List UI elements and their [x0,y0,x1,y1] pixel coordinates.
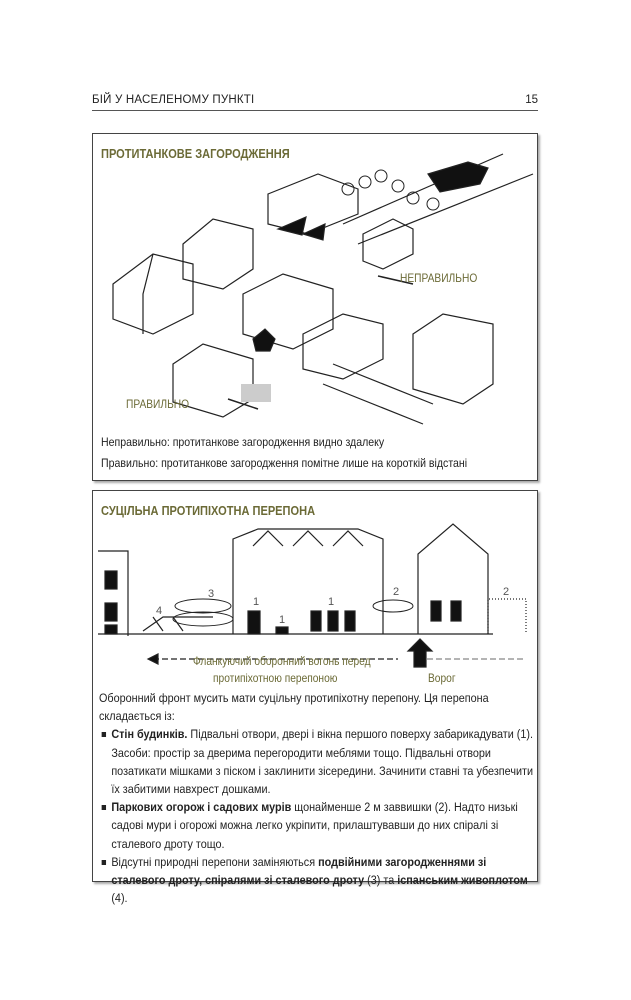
list-item [111,798,539,853]
enemy-label: Ворог [428,671,456,685]
caption-wrong: Неправильно: протитанкове загородження видно здалеку [101,435,385,449]
chapter-title: БІЙ У НАСЕЛЕНОМУ ПУНКТІ [92,94,255,106]
caption-right: Правильно: протитанкове загородження помітне лише на короткій відстані [101,456,468,470]
list-item [111,725,539,798]
svg-text:1: 1 [253,596,260,608]
running-header [92,94,538,111]
item-text: щонайменше 2 м заввишки (2). Надто низькі садові мури і огорожі можна легко укріпити, прилаштувавши до них спіралі зі сталевого дроту тощо. [111,800,518,851]
item-heading: Паркових огорож і садових мурів [111,800,292,815]
fire-label-line1: Фланкуючий оборонний вогонь перед [193,654,371,668]
antipersonnel-obstacle-box [92,490,538,906]
item-text: Підвальні отвори, двері і вікна першого поверху забарикадувати (1). Засоби: простір за дверима перегородити меблями тощо. Підвальні отвори позатикати мішками з піском і заклинити зісередини. Зачинити ставні та убезпечити їх забитими навхрест дошками. [111,727,534,797]
intro-text: Оборонний фронт мусить мати суцільну протипіхотну перепону. Ця перепона складається із: [99,691,489,724]
svg-text:1: 1 [279,614,286,626]
antitank-illustration [93,134,537,480]
item-bold: іспанським живоплотом [397,873,528,888]
svg-text:3: 3 [208,588,215,600]
item-text: (4). [111,891,128,906]
section-title: СУЦІЛЬНА ПРОТИПІХОТНА ПЕРЕПОНА [101,503,316,518]
fire-label-line2: протипіхотною перепоною [213,671,338,685]
body-text [99,689,539,907]
number-4: 4 [156,605,163,617]
item-text: Відсутні природні перепони заміняються [111,854,319,869]
section-title: ПРОТИТАНКОВЕ ЗАГОРОДЖЕННЯ [101,146,290,161]
svg-text:2: 2 [503,586,510,598]
svg-text:2: 2 [393,586,400,598]
label-right: ПРАВИЛЬНО [126,397,190,411]
antitank-obstacle-box [92,133,538,481]
item-bold: подвійними загородженнями зі сталевого дроту, спіралями зі сталевого дроту [111,854,487,888]
item-text: (3) та [364,873,398,888]
label-wrong: НЕПРАВИЛЬНО [400,271,478,285]
item-heading: Стін будинків. [111,727,188,742]
page-number: 15 [525,94,538,106]
svg-text:1: 1 [328,596,335,608]
list-item [111,853,539,908]
